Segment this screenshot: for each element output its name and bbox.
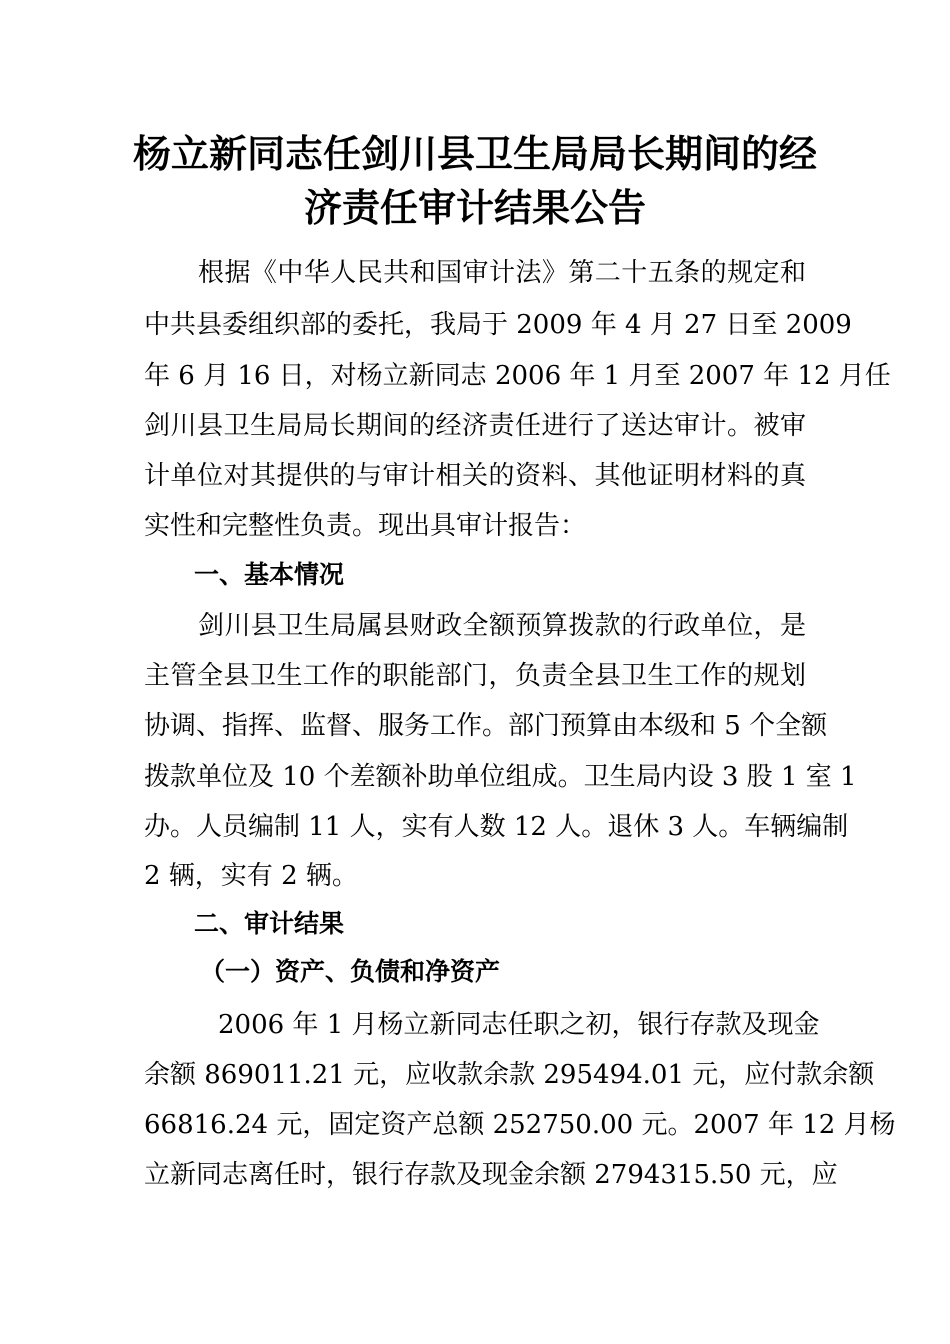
intro-paragraph-line: 年 6 月 16 日，对杨立新同志 2006 年 1 月至 2007 年 12 月任: [144, 361, 891, 391]
basic-info-paragraph-line: 剑川县卫生局属县财政全额预算拨款的行政单位，是: [198, 611, 806, 641]
intro-paragraph-line: 中共县委组织部的委托，我局于 2009 年 4 月 27 日至 2009: [144, 310, 852, 340]
document-title-line-2: 济责任审计结果公告: [303, 185, 646, 230]
document-title-line-1: 杨立新同志任剑川县卫生局局长期间的经: [132, 131, 817, 176]
basic-info-paragraph-line: 主管全县卫生工作的职能部门，负责全县卫生工作的规划: [144, 661, 806, 691]
intro-paragraph-line: 剑川县卫生局局长期间的经济责任进行了送达审计。被审: [144, 411, 806, 441]
intro-paragraph-line: 实性和完整性负责。现出具审计报告：: [144, 511, 587, 541]
assets-paragraph-line: 立新同志离任时，银行存款及现金余额 2794315.50 元，应: [144, 1160, 838, 1190]
basic-info-paragraph-line: 2 辆，实有 2 辆。: [144, 861, 358, 891]
subsection-heading-assets: （一）资产、负债和净资产: [200, 957, 501, 986]
intro-paragraph-line: 计单位对其提供的与审计相关的资料、其他证明材料的真: [144, 461, 806, 491]
basic-info-paragraph-line: 拨款单位及 10 个差额补助单位组成。卫生局内设 3 股 1 室 1: [144, 762, 857, 792]
assets-paragraph-line: 66816.24 元，固定资产总额 252750.00 元。2007 年 12 月杨: [144, 1110, 896, 1140]
basic-info-paragraph-line: 协调、指挥、监督、服务工作。部门预算由本级和 5 个全额: [144, 711, 828, 741]
assets-paragraph-line: 余额 869011.21 元，应收款余款 295494.01 元，应付款余额: [144, 1060, 875, 1090]
section-heading-audit-results: 二、审计结果: [194, 909, 345, 938]
assets-paragraph-line: 2006 年 1 月杨立新同志任职之初，银行存款及现金: [218, 1010, 820, 1040]
basic-info-paragraph-line: 办。人员编制 11 人，实有人数 12 人。退休 3 人。车辆编制: [144, 812, 849, 842]
section-heading-basic-info: 一、基本情况: [194, 560, 345, 589]
intro-paragraph-line: 根据《中华人民共和国审计法》第二十五条的规定和: [198, 258, 806, 288]
